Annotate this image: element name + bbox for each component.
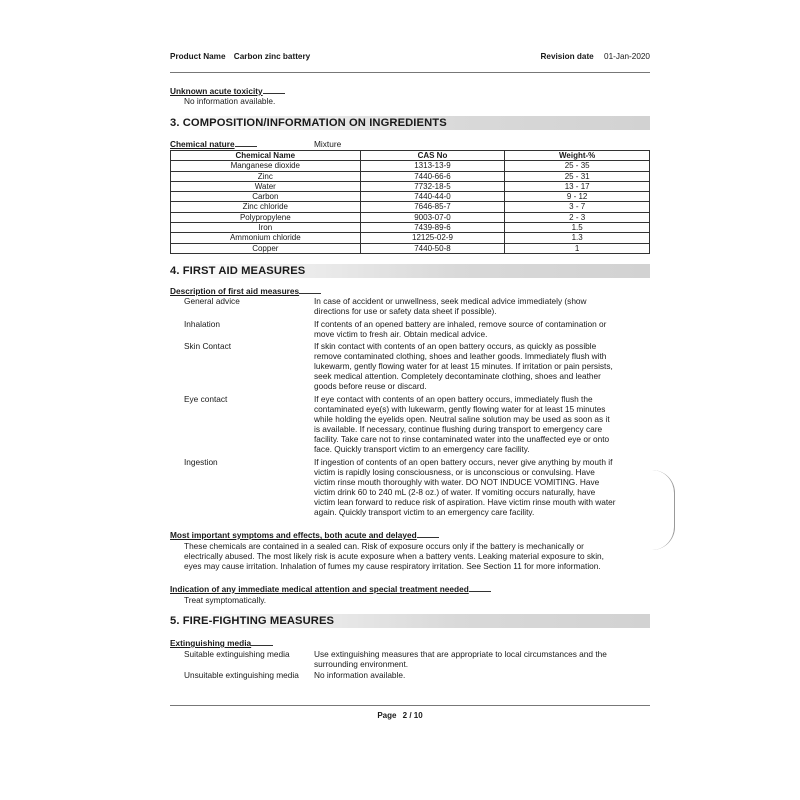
chemical-name-cell: Manganese dioxide [171, 161, 361, 171]
skin-contact-line: seek medical attention. Completely decontaminate clothing, shoes and leather [314, 371, 601, 381]
cas-no-cell: 7646-85-7 [360, 202, 505, 212]
general-advice-line: directions for use or safety data sheet if possible). [314, 306, 497, 316]
revision-date [540, 52, 650, 61]
weight-cell: 25 - 31 [505, 171, 650, 181]
table-header-row [171, 151, 650, 161]
inhalation-label: Inhalation [184, 319, 220, 329]
table-row [171, 243, 650, 253]
unsuitable-media-label: Unsuitable extinguishing media [184, 670, 299, 680]
eye-contact-line: is available. If necessary, continue flushing during transport to emergency care [314, 424, 603, 434]
skin-contact-label: Skin Contact [184, 341, 232, 351]
ingestion-line: victim rinse mouth thoroughly with water. DO NOT INDUCE VOMITING. Have [314, 477, 600, 487]
cas-no-cell: 7732-18-5 [360, 181, 505, 191]
unknown-toxicity-heading: Unknown acute toxicity [170, 86, 285, 96]
skin-contact-line: If skin contact with contents of an open battery occurs, as quickly as possible [314, 341, 597, 351]
cas-no-cell: 7440-50-8 [360, 243, 505, 253]
eye-contact-line: If eye contact with contents of an open battery occurs, immediately flush the [314, 394, 593, 404]
general-advice-line: In case of accident or unwellness, seek medical advice immediately (show [314, 296, 587, 306]
chemical-name-cell: Zinc [171, 171, 361, 181]
skin-contact-line: goods before reuse or discard. [314, 381, 427, 391]
revision-date-value: 01-Jan-2020 [604, 52, 650, 61]
weight-cell: 9 - 12 [505, 192, 650, 202]
table-row [171, 233, 650, 243]
column-header-cas-no: CAS No [360, 151, 505, 161]
inhalation-line: move victim to fresh air. Obtain medical advice. [314, 329, 488, 339]
table-row [171, 171, 650, 181]
weight-cell: 1.3 [505, 233, 650, 243]
symptoms-line: These chemicals are contained in a sealed can. Risk of exposure occurs only if the battery is mechanically or [184, 541, 584, 551]
weight-cell: 1.5 [505, 223, 650, 233]
symptoms-line: eyes may cause irritation. Inhalation of fumes my cause respiratory irritation. See Section 11 for more information. [184, 561, 601, 571]
footer-divider [170, 705, 650, 706]
extinguishing-media-heading: Extinguishing media [170, 638, 273, 648]
skin-contact-line: lukewarm, gently flowing water for at least 15 minutes. If irritation or pain persists, [314, 361, 613, 371]
chemical-name-cell: Polypropylene [171, 212, 361, 222]
skin-contact-line: remove contaminated clothing, shoes and leather goods. Immediately flush with [314, 351, 607, 361]
cas-no-cell: 9003-07-0 [360, 212, 505, 222]
chemical-name-cell: Water [171, 181, 361, 191]
ingestion-line: If ingestion of contents of an open battery occurs, never give anything by mouth if [314, 457, 613, 467]
chemical-name-cell: Zinc chloride [171, 202, 361, 212]
chemical-name-cell: Ammonium chloride [171, 233, 361, 243]
description-heading: Description of first aid measures [170, 286, 321, 296]
ingestion-line: victim lean forward to reduce risk of aspiration. Have victim rinse mouth with water [314, 497, 616, 507]
ingestion-line: victim is rapidly losing consciousness, or is unconscious or convulsing. Have [314, 467, 595, 477]
unknown-toxicity-text: No information available. [184, 96, 276, 106]
cas-no-cell: 7440-66-6 [360, 171, 505, 181]
product-name-value: Carbon zinc battery [233, 52, 311, 61]
symptoms-line: electrically abused. The most likely risk is acute exposure when a battery vents. Leaking material exposure to skin, [184, 551, 604, 561]
eye-contact-label: Eye contact [184, 394, 228, 404]
indication-heading: Indication of any immediate medical attention and special treatment needed [170, 584, 491, 594]
weight-cell: 1 [505, 243, 650, 253]
section-5-title: 5. FIRE-FIGHTING MEASURES [168, 614, 650, 628]
ingestion-label: Ingestion [184, 457, 218, 467]
column-header-chemical-name: Chemical Name [171, 151, 361, 161]
suitable-media-line: Use extinguishing measures that are appropriate to local circumstances and the [314, 649, 607, 659]
eye-contact-line: while holding the eyelids open. Neutral saline solution may be used as soon as it [314, 414, 610, 424]
eye-contact-line: face. Quickly transport victim to an emergency care facility. [314, 444, 530, 454]
cas-no-cell: 7440-44-0 [360, 192, 505, 202]
table-row [171, 212, 650, 222]
suitable-media-line: surrounding environment. [314, 659, 409, 669]
section-3-title: 3. COMPOSITION/INFORMATION ON INGREDIENTS [168, 116, 650, 130]
chemical-nature-label: Chemical nature [170, 139, 257, 149]
scan-artifact-bracket [652, 470, 675, 550]
product-name-label: Product Name [170, 52, 226, 61]
indication-text: Treat symptomatically. [184, 595, 267, 605]
unsuitable-media-text: No information available. [314, 670, 406, 680]
inhalation-line: If contents of an opened battery are inhaled, remove source of contamination or [314, 319, 607, 329]
cas-no-cell: 1313-13-9 [360, 161, 505, 171]
chemical-name-cell: Carbon [171, 192, 361, 202]
page-label: Page [377, 711, 397, 720]
weight-cell: 13 - 17 [505, 181, 650, 191]
eye-contact-line: facility. Take care not to rinse contaminated water into the unaffected eye or onto [314, 434, 610, 444]
page-number: 2 / 10 [402, 711, 423, 720]
section-4-title: 4. FIRST AID MEASURES [168, 264, 650, 278]
weight-cell: 2 - 3 [505, 212, 650, 222]
cas-no-cell: 7439-89-6 [360, 223, 505, 233]
chemical-nature-value: Mixture [314, 139, 342, 149]
table-row [171, 192, 650, 202]
page-header [170, 52, 650, 66]
ingredients-table [170, 150, 650, 254]
table-row [171, 181, 650, 191]
eye-contact-line: contaminated eye(s) with lukewarm, gently flowing water for at least 15 minutes [314, 404, 606, 414]
revision-date-label: Revision date [540, 52, 594, 61]
suitable-media-label: Suitable extinguishing media [184, 649, 290, 659]
table-row [171, 161, 650, 171]
ingestion-line: victim drink 60 to 240 mL (2-8 oz.) of water. If vomiting occurs naturally, have [314, 487, 596, 497]
symptoms-heading: Most important symptoms and effects, both acute and delayed [170, 530, 439, 540]
chemical-name-cell: Copper [171, 243, 361, 253]
chemical-name-cell: Iron [171, 223, 361, 233]
header-divider [170, 72, 650, 73]
ingestion-line: again. Quickly transport victim to an emergency care facility. [314, 507, 535, 517]
table-row [171, 223, 650, 233]
page-footer [0, 711, 800, 720]
general-advice-label: General advice [184, 296, 240, 306]
weight-cell: 25 - 35 [505, 161, 650, 171]
cas-no-cell: 12125-02-9 [360, 233, 505, 243]
table-row [171, 202, 650, 212]
column-header-weight: Weight-% [505, 151, 650, 161]
weight-cell: 3 - 7 [505, 202, 650, 212]
